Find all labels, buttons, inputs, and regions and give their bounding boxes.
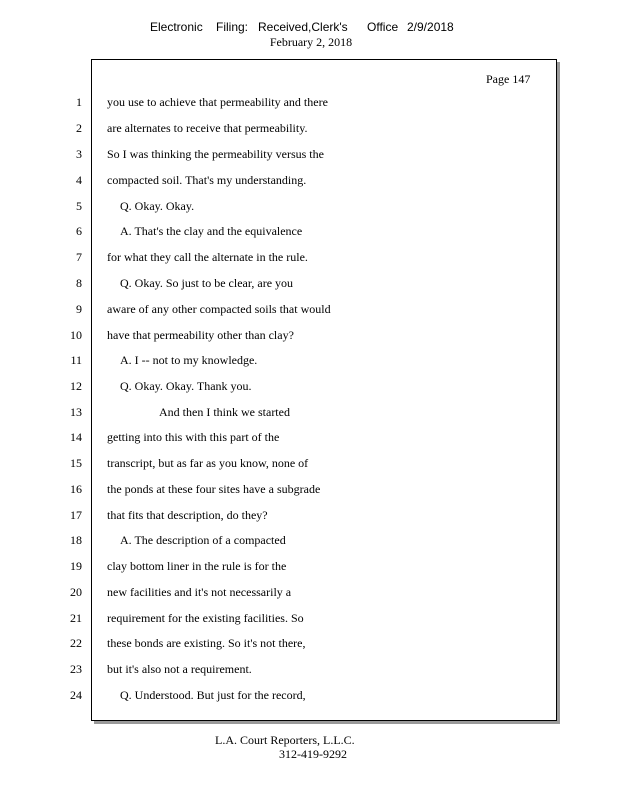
reporter-phone: 312-419-9292 [279,747,347,761]
transcript-line [0,583,618,601]
page-number: Page 147 [486,72,531,86]
line-text: A. The description of a compacted [120,533,286,547]
line-number: 20 [70,585,82,599]
line-number: 21 [70,611,82,625]
line-number: 1 [76,95,82,109]
reporter-company: L.A. Court Reporters, L.L.C. [215,733,355,747]
transcript-line [0,454,618,472]
transcript-line [0,326,618,344]
transcript-line [0,531,618,549]
filing-word-received: Received,Clerk's [258,20,348,34]
line-text: Q. Okay. Okay. [120,199,195,213]
line-text: have that permeability other than clay? [107,328,294,342]
line-number: 7 [76,250,82,264]
line-text: And then I think we started [159,405,290,419]
filing-word-office: Office [367,20,399,34]
line-number: 14 [70,430,82,444]
line-number: 13 [70,405,82,419]
line-number: 19 [70,559,82,573]
transcript-line [0,222,618,240]
line-number: 22 [70,636,82,650]
transcript-line [0,171,618,189]
line-text: A. That's the clay and the equivalence [120,224,303,238]
line-text: requirement for the existing facilities. So [107,611,304,625]
transcript-line [0,686,618,704]
filing-stamp [0,20,618,36]
line-text: are alternates to receive that permeability. [107,121,308,135]
transcript-line [0,609,618,627]
transcript-line [0,197,618,215]
transcript-line [0,660,618,678]
line-text: Q. Okay. Okay. Thank you. [120,379,252,393]
transcript-line [0,403,618,421]
transcript-line [0,557,618,575]
line-number: 18 [70,533,82,547]
transcript-date: February 2, 2018 [269,35,353,49]
transcript-line [0,377,618,395]
transcript-line [0,351,618,369]
filing-date: 2/9/2018 [407,20,454,34]
line-text: but it's also not a requirement. [107,662,252,676]
line-text: getting into this with this part of the [107,430,280,444]
transcript-line [0,274,618,292]
transcript-line [0,634,618,652]
transcript-line [0,428,618,446]
transcript-line [0,119,618,137]
line-number: 23 [70,662,82,676]
transcript-line [0,480,618,498]
line-number: 16 [70,482,82,496]
line-text: Q. Understood. But just for the record, [120,688,306,702]
filing-word-electronic: Electronic [150,20,203,34]
line-text: aware of any other compacted soils that would [107,302,331,316]
filing-word-filing: Filing: [216,20,249,34]
line-text: you use to achieve that permeability and there [107,95,328,109]
transcript-line [0,93,618,111]
line-number: 3 [76,147,82,161]
line-text: for what they call the alternate in the rule. [107,250,308,264]
transcript-line [0,506,618,524]
line-text: A. I -- not to my knowledge. [120,353,258,367]
line-number: 9 [76,302,82,316]
line-text: the ponds at these four sites have a subgrade [107,482,321,496]
line-number: 10 [70,328,82,342]
line-text: Q. Okay. So just to be clear, are you [120,276,294,290]
line-text: clay bottom liner in the rule is for the [107,559,287,573]
line-number: 15 [70,456,82,470]
line-number: 11 [70,353,82,367]
line-number: 17 [70,508,82,522]
line-number: 8 [76,276,82,290]
line-number: 4 [76,173,82,187]
transcript-line [0,300,618,318]
line-text: compacted soil. That's my understanding. [107,173,307,187]
line-number: 5 [76,199,82,213]
transcript-line [0,248,618,266]
line-text: that fits that description, do they? [107,508,268,522]
line-number: 24 [70,688,82,702]
line-text: new facilities and it's not necessarily a [107,585,292,599]
line-number: 12 [70,379,82,393]
line-text: these bonds are existing. So it's not there, [107,636,306,650]
line-text: transcript, but as far as you know, none of [107,456,309,470]
line-number: 6 [76,224,82,238]
line-number: 2 [76,121,82,135]
transcript-line [0,145,618,163]
line-text: So I was thinking the permeability versus the [107,147,324,161]
